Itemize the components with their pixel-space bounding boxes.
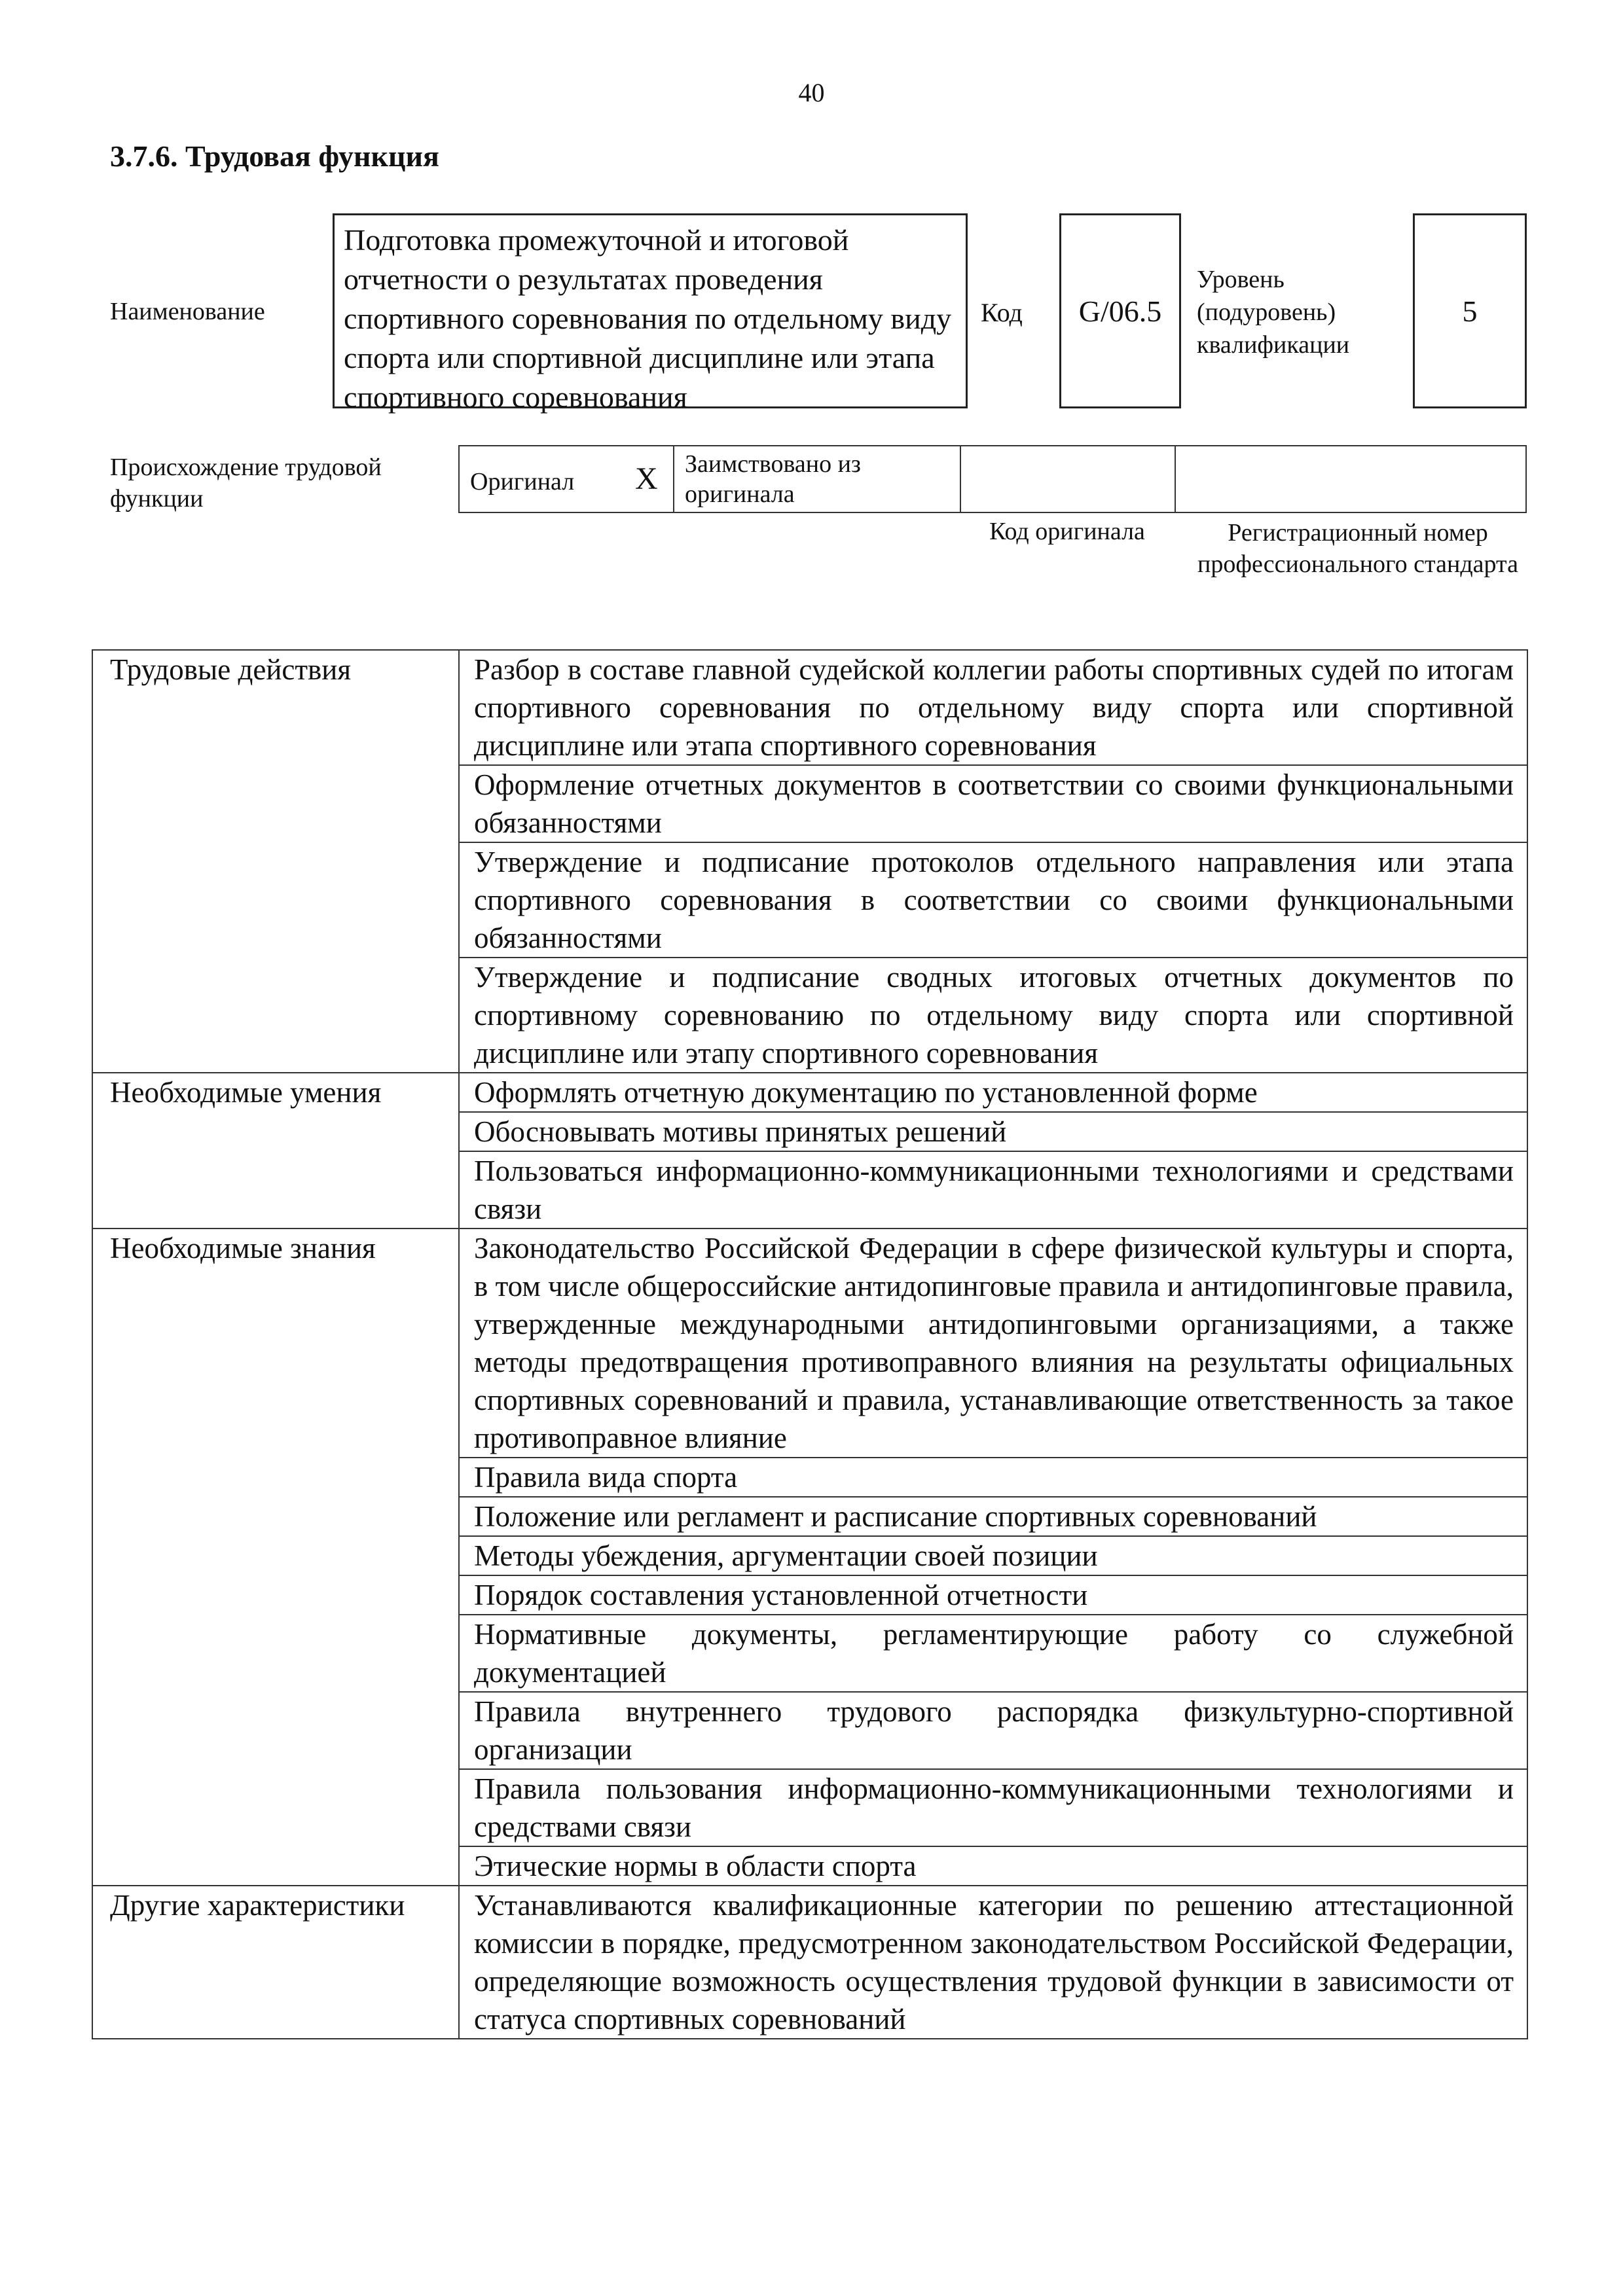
borrowed-cell xyxy=(674,446,961,512)
level-label: Уровень (подуровень) квалификации xyxy=(1197,266,1350,359)
item-cell: Обосновывать мотивы принятых решений xyxy=(459,1112,1527,1151)
item-cell: Оформлять отчетную документацию по установленной форме xyxy=(459,1073,1527,1112)
level-value: 5 xyxy=(1462,294,1478,328)
code-value: G/06.5 xyxy=(1078,294,1162,328)
item-cell: Устанавливаются квалификационные категории по решению аттестационной комиссии в порядке, предусмотренном законодательством Российской Федерации, определяющие возможность осуществления трудовой функции в зависимости от статуса спортивных соревнований xyxy=(459,1886,1527,2039)
code-box xyxy=(1059,213,1181,408)
item-cell: Правила пользования информационно-коммуникационными технологиями и средствами связи xyxy=(459,1769,1527,1846)
level-box xyxy=(1413,213,1527,408)
item-cell: Утверждение и подписание сводных итоговых отчетных документов по спортивному соревнованию по отдельному виду спорта или спортивной дисциплине или этапу спортивного соревнования xyxy=(459,958,1527,1073)
item-cell: Этические нормы в области спорта xyxy=(459,1846,1527,1886)
category-cell: Необходимые умения xyxy=(92,1073,459,1229)
table-row xyxy=(92,650,1527,765)
main-table xyxy=(92,649,1528,2039)
item-cell: Оформление отчетных документов в соответствии со своими функциональными обязанностями xyxy=(459,765,1527,842)
table-row xyxy=(92,1073,1527,1112)
original-cell xyxy=(460,446,674,512)
borrowed-label: Заимствовано из оригинала xyxy=(685,450,861,508)
origin-row xyxy=(458,445,1527,513)
table-row xyxy=(92,1229,1527,1458)
item-cell: Положение или регламент и расписание спортивных соревнований xyxy=(459,1497,1527,1536)
code-original-label: Код оригинала xyxy=(989,518,1145,545)
item-cell: Правила внутреннего трудового распорядка физкультурно-спортивной организации xyxy=(459,1692,1527,1769)
item-cell: Нормативные документы, регламентирующие работу со служебной документацией xyxy=(459,1615,1527,1692)
category-cell: Необходимые знания xyxy=(92,1229,459,1886)
name-label: Наименование xyxy=(110,298,265,325)
section-title: 3.7.6. Трудовая функция xyxy=(110,139,439,173)
function-name-box xyxy=(333,213,968,414)
item-cell: Разбор в составе главной судейской коллегии работы спортивных судей по итогам спортивного соревнования по отдельному виду спорта или спортивной дисциплине или этапа спортивного соревнования xyxy=(459,650,1527,765)
item-cell: Методы убеждения, аргументации своей позиции xyxy=(459,1536,1527,1575)
item-cell: Порядок составления установленной отчетности xyxy=(459,1575,1527,1615)
code-label: Код xyxy=(981,298,1023,327)
origin-label: Происхождение трудовой функции xyxy=(110,454,382,512)
function-name: Подготовка промежуточной и итоговой отчетности о результатах проведения спортивного соревнования по отдельному виду спорта или спортивной дисциплине или этапа спортивного соревнования xyxy=(344,223,952,414)
original-label: Оригинал xyxy=(470,468,575,495)
original-mark: X xyxy=(635,461,658,496)
page-number: 40 xyxy=(798,78,825,107)
item-cell: Пользоваться информационно-коммуникационными технологиями и средствами связи xyxy=(459,1151,1527,1229)
item-cell: Утверждение и подписание протоколов отдельного направления или этапа спортивного соревнования в соответствии со своими функциональными обязанностями xyxy=(459,842,1527,958)
item-cell: Законодательство Российской Федерации в сфере физической культуры и спорта, в том числе общероссийские антидопинговые правила и антидопинговые правила, утвержденные международными антидопинговыми организациями, а также методы предотвращения противоправного влияния на результаты официальных спортивных соревнований и правила, устанавливающие ответственность за такое противоправное влияние xyxy=(459,1229,1527,1458)
code-original-cell xyxy=(961,446,1176,512)
reg-number-label: Регистрационный номер профессионального стандарта xyxy=(1197,519,1518,578)
reg-number-cell xyxy=(1176,446,1525,512)
table-row xyxy=(92,1886,1527,2039)
item-cell: Правила вида спорта xyxy=(459,1458,1527,1497)
category-cell: Другие характеристики xyxy=(92,1886,459,2039)
category-cell: Трудовые действия xyxy=(92,650,459,1073)
